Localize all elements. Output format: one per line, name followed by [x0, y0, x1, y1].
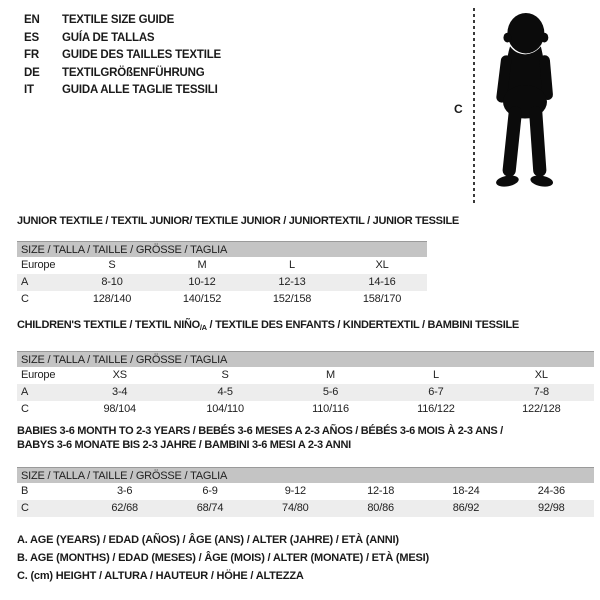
size-header-bar: SIZE / TALLA / TAILLE / GRÖSSE / TAGLIA — [17, 351, 594, 367]
guide-title: TEXTILGRÖßENFÜHRUNG — [62, 66, 205, 79]
section-heading: BABYS 3-6 MONATE BIS 2-3 JAHRE / BAMBINI 3-6 MESI A 2-3 ANNI — [17, 439, 351, 451]
row-label: B — [21, 485, 29, 497]
language-title-list — [24, 12, 221, 100]
column-header: L — [432, 369, 439, 381]
language-code: DE — [24, 66, 40, 79]
table-cell: 4-5 — [217, 386, 233, 398]
table-cell: 12-13 — [278, 276, 306, 288]
table-row — [17, 291, 427, 308]
height-measure-label: C — [454, 102, 463, 116]
table-cell: 10-12 — [188, 276, 216, 288]
table-cell: 92/98 — [538, 502, 565, 514]
legend-line-age-months: B. AGE (MONTHS) / EDAD (MESES) / ÂGE (MOIS) / ALTER (MONATE) / ETÀ (MESI) — [17, 552, 429, 564]
table-cell: 152/158 — [272, 293, 312, 305]
column-header: S — [108, 259, 116, 271]
legend-line-age-years: A. AGE (YEARS) / EDAD (AÑOS) / ÂGE (ANS) / ALTER (JAHRE) / ETÀ (ANNI) — [17, 534, 399, 546]
table-cell: 62/68 — [111, 502, 138, 514]
guide-title: GUIDE DES TAILLES TEXTILE — [62, 49, 221, 61]
table-columns-row — [17, 367, 594, 384]
table-cell: 14-16 — [368, 276, 396, 288]
language-code: FR — [24, 49, 39, 61]
table-cell: 24-36 — [537, 485, 565, 497]
section-junior-textile — [17, 214, 459, 308]
table-cell: 18-24 — [452, 485, 480, 497]
table-cell: 68/74 — [196, 502, 224, 514]
region-label: Europe — [21, 369, 56, 381]
table-cell: 8-10 — [101, 276, 123, 288]
baby-silhouette-image — [481, 8, 569, 208]
table-cell: 122/128 — [522, 403, 561, 415]
table-cell: 3-6 — [117, 485, 133, 497]
column-header: M — [326, 369, 335, 381]
column-header: XS — [112, 369, 127, 381]
column-header: L — [289, 259, 295, 271]
table-cell: 12-18 — [367, 485, 395, 497]
table-cell: 110/116 — [312, 403, 349, 415]
children-size-table — [17, 351, 594, 418]
size-header-bar: SIZE / TALLA / TAILLE / GRÖSSE / TAGLIA — [17, 467, 594, 483]
list-item — [24, 12, 221, 30]
table-cell: 158/170 — [362, 293, 402, 305]
table-row — [17, 384, 594, 401]
table-cell: 3-4 — [112, 386, 128, 398]
size-header-bar: SIZE / TALLA / TAILLE / GRÖSSE / TAGLIA — [17, 241, 427, 257]
guide-title: TEXTILE SIZE GUIDE — [62, 14, 175, 26]
heading-subscript: /A — [199, 323, 207, 332]
heading-text: CHILDREN'S TEXTILE / TEXTIL NIÑO — [17, 319, 200, 331]
table-cell: 74/80 — [282, 502, 309, 514]
column-header: XL — [375, 259, 389, 271]
guide-title: GUIDA ALLE TAGLIE TESSILI — [62, 84, 218, 96]
column-header: S — [221, 369, 229, 381]
table-row — [17, 483, 594, 500]
height-measure-dashed-line — [473, 8, 475, 206]
table-cell: 5-6 — [322, 386, 339, 398]
heading-text: / TEXTILE DES ENFANTS / KINDERTEXTIL / BAMBINI TESSILE — [206, 319, 519, 331]
section-babies-textile — [17, 424, 594, 517]
table-cell: 98/104 — [103, 403, 136, 415]
table-cell: 86/92 — [452, 502, 480, 514]
language-code: ES — [24, 31, 39, 44]
list-item — [24, 30, 221, 48]
table-cell: 116/122 — [417, 403, 455, 415]
guide-title: GUÍA DE TALLAS — [62, 31, 155, 44]
column-header: M — [197, 259, 207, 271]
row-label: C — [21, 403, 29, 415]
language-code: IT — [24, 84, 34, 96]
list-item — [24, 82, 221, 100]
table-cell: 7-8 — [533, 386, 549, 398]
table-cell: 80/86 — [367, 502, 394, 514]
row-label: A — [21, 276, 29, 288]
section-heading — [17, 318, 594, 335]
section-children-textile — [17, 318, 594, 418]
table-cell: 104/110 — [206, 403, 244, 415]
language-code: EN — [24, 14, 40, 26]
section-heading: JUNIOR TEXTILE / TEXTIL JUNIOR/ TEXTILE JUNIOR / JUNIORTEXTIL / JUNIOR TESSILE — [17, 215, 459, 227]
table-row — [17, 500, 594, 517]
table-row — [17, 401, 594, 418]
section-heading: BABIES 3-6 MONTH TO 2-3 YEARS / BEBÉS 3-6 MESES A 2-3 AÑOS / BÉBÉS 3-6 MOIS À 2-3 ANS / — [17, 425, 503, 437]
table-cell: 6-7 — [428, 386, 444, 398]
junior-size-table — [17, 241, 427, 308]
row-label: C — [21, 502, 29, 514]
table-cell: 9-12 — [284, 485, 306, 497]
table-cell: 140/152 — [182, 293, 222, 305]
table-cell: 128/140 — [92, 293, 132, 305]
column-header: XL — [534, 369, 548, 381]
list-item — [24, 65, 221, 83]
list-item — [24, 47, 221, 65]
table-cell: 6-9 — [202, 485, 218, 497]
region-label: Europe — [21, 259, 56, 271]
legend-line-height: C. (cm) HEIGHT / ALTURA / HAUTEUR / HÖHE / ALTEZZA — [17, 570, 304, 582]
babies-size-table — [17, 467, 594, 517]
table-row — [17, 274, 427, 291]
row-label: C — [21, 293, 29, 305]
table-columns-row — [17, 257, 427, 274]
measurement-legend — [17, 531, 429, 585]
row-label: A — [21, 386, 29, 398]
